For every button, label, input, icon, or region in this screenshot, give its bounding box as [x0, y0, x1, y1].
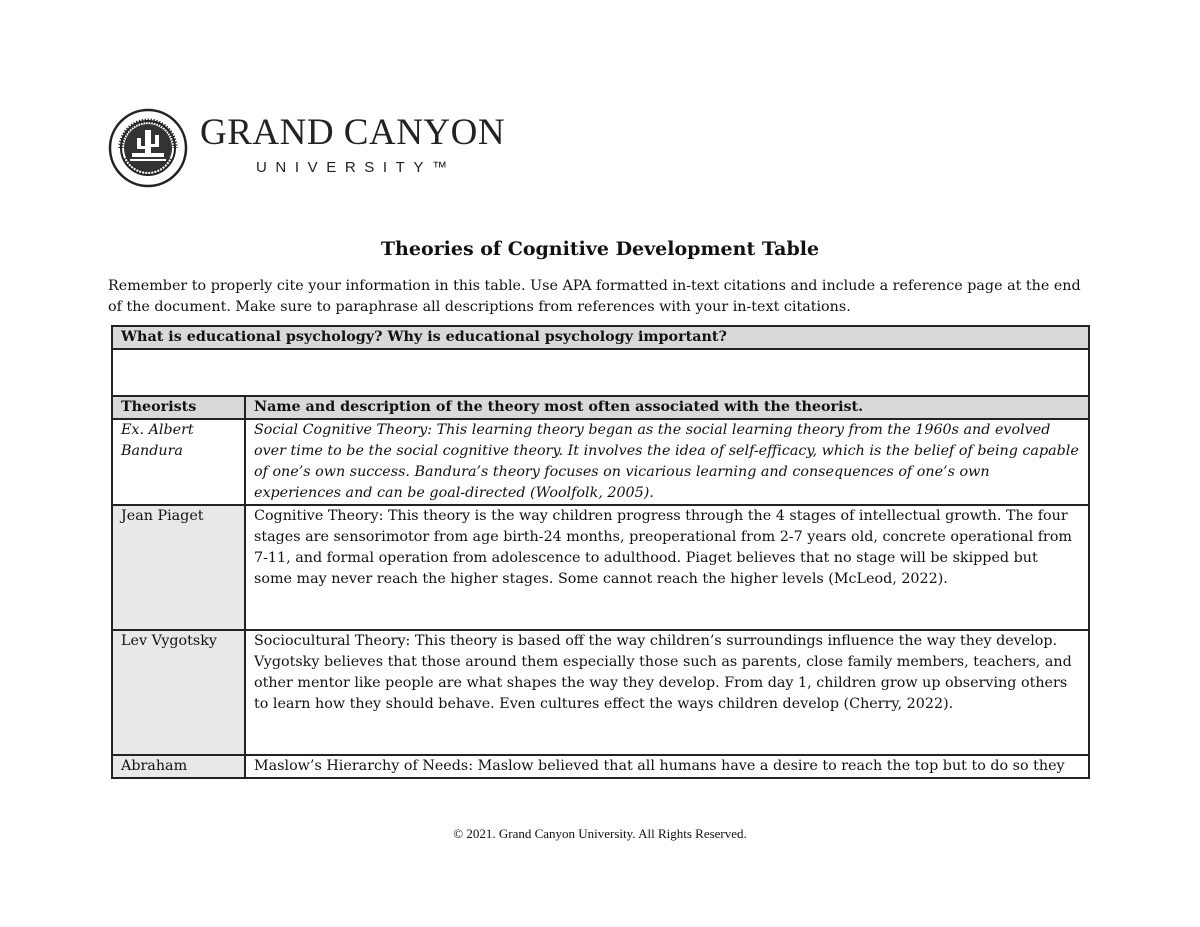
table-row: [112, 505, 1089, 630]
table-row: [112, 755, 1089, 778]
header-description: Name and description of the theory most often associated with the theorist.: [245, 396, 1089, 419]
description-cell: Social Cognitive Theory: This learning theory began as the social learning theory from the 1960s and evolved over time to be the social cognitive theory. It involves the idea of self-efficacy, which is the belief of being capable of one’s own success. Bandura’s theory focuses on vicarious learning and consequences of one’s own experiences and can be goal-directed (Woolfolk, 2005).: [245, 419, 1089, 505]
header-row: [112, 396, 1089, 419]
question-cell: What is educational psychology? Why is educational psychology important?: [112, 326, 1089, 349]
description-cell[interactable]: Cognitive Theory: This theory is the way children progress through the 4 stages of intellectual growth. The four stages are sensorimotor from age birth-24 months, preoperational from 2-7 years old, concrete operational from 7-11, and formal operation from adolescence to adulthood. Piaget believes that no stage will be skipped but some may never reach the higher stages. Some cannot reach the higher levels (McLeod, 2022).: [245, 505, 1089, 630]
theories-table: [111, 325, 1090, 779]
description-cell[interactable]: Sociocultural Theory: This theory is based off the way children’s surroundings influence the way they develop. Vygotsky believes that those around them especially those such as parents, close family members, teachers, and other mentor like people are what shapes the way they develop. From day 1, children grow up observing others to learn how they should behave. Even cultures effect the ways children develop (Cherry, 2022).: [245, 630, 1089, 755]
university-name: GRAND CANYON: [200, 112, 506, 153]
theorist-cell: Abraham: [112, 755, 245, 778]
copyright-footer: © 2021. Grand Canyon University. All Rights Reserved.: [453, 826, 747, 841]
table-row: [112, 630, 1089, 755]
theorist-cell: Lev Vygotsky: [112, 630, 245, 755]
table-row: [112, 419, 1089, 505]
gcu-logo: [108, 108, 505, 188]
university-subtitle: UNIVERSITY™: [256, 159, 456, 176]
description-cell[interactable]: Maslow’s Hierarchy of Needs: Maslow believed that all humans have a desire to reach the top but to do so they: [245, 755, 1089, 778]
instructions-text: Remember to properly cite your information in this table. Use APA formatted in-text citations and include a reference page at the end of the document. Make sure to paraphrase all descriptions from references with your in-text citations.: [108, 278, 1081, 315]
answer-row: [112, 349, 1089, 396]
question-row: [112, 326, 1089, 349]
theorist-cell: Jean Piaget: [112, 505, 245, 630]
header-theorists: Theorists: [112, 396, 245, 419]
answer-cell[interactable]: [112, 349, 1089, 396]
university-seal-icon: [108, 108, 188, 188]
page-title: Theories of Cognitive Development Table: [380, 238, 820, 260]
theorist-cell: Ex. Albert Bandura: [112, 419, 245, 505]
